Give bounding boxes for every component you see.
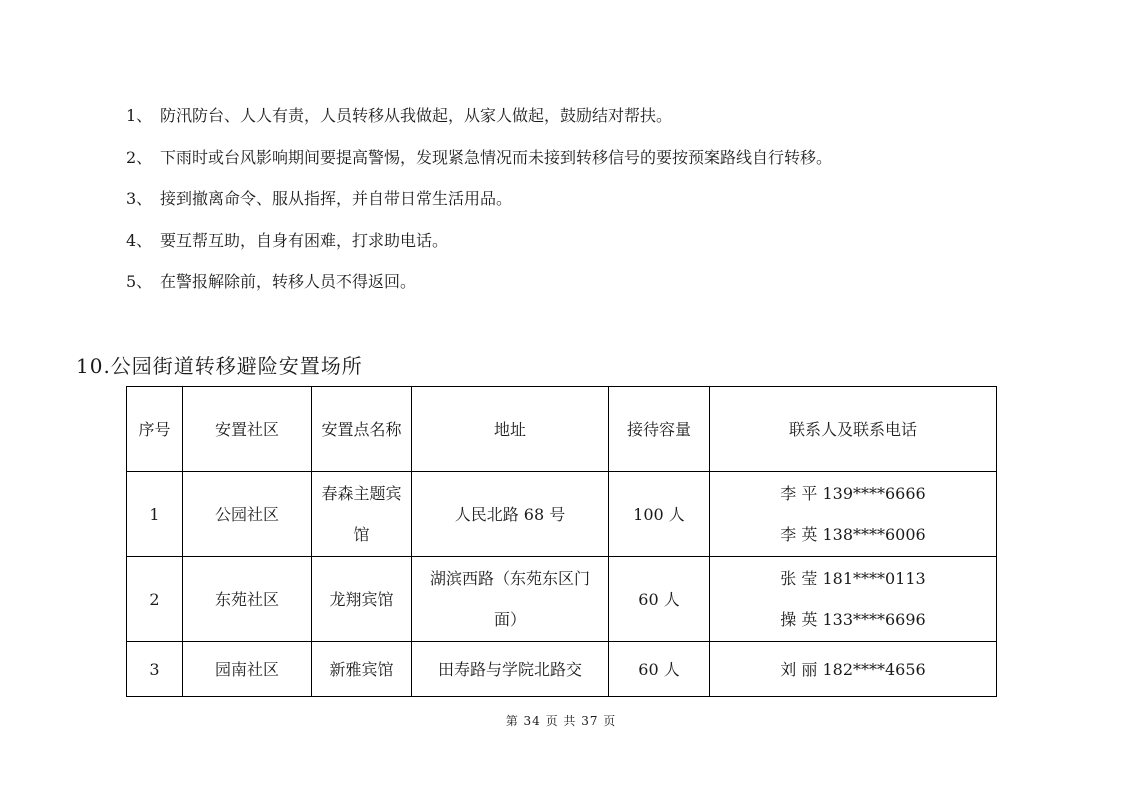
cell-contacts [710, 557, 997, 642]
cell-capacity: 60 人 [609, 642, 710, 697]
cell-site: 新雅宾馆 [312, 642, 412, 697]
instruction-text: 接到撤离命令、服从指挥，并自带日常生活用品。 [160, 189, 513, 208]
cell-address: 田寿路与学院北路交 [412, 642, 609, 697]
contact-entry: 李 平 139****6666 [780, 484, 926, 503]
table-row [127, 557, 997, 642]
contact-entry: 操 英 133****6696 [780, 610, 926, 629]
instruction-number: 5、 [126, 272, 153, 291]
instruction-item [126, 225, 832, 267]
instruction-item [126, 266, 832, 308]
instruction-item [126, 183, 832, 225]
instruction-number: 2、 [126, 147, 153, 167]
instruction-item [126, 142, 832, 184]
cell-address: 湖滨西路（东苑东区门面） [412, 557, 609, 642]
cell-index: 1 [127, 472, 183, 557]
cell-contacts [710, 642, 997, 697]
instruction-number: 1、 [126, 106, 153, 125]
instruction-text: 下雨时或台风影响期间要提高警惕，发现紧急情况而未接到转移信号的要按预案路线自行转移。 [160, 147, 833, 167]
instruction-text: 防汛防台、人人有责，人员转移从我做起，从家人做起，鼓励结对帮扶。 [160, 106, 673, 125]
instruction-number: 3、 [126, 189, 153, 208]
header-index: 序号 [127, 387, 183, 472]
section-title: 10.公园街道转移避险安置场所 [76, 354, 363, 378]
header-address: 地址 [412, 387, 609, 472]
contact-entry: 刘 丽 182****4656 [780, 659, 926, 679]
page-number: 第 34 页 共 37 页 [505, 714, 617, 728]
cell-community: 公园社区 [183, 472, 312, 557]
header-capacity: 接待容量 [609, 387, 710, 472]
instruction-text: 要互帮互助，自身有困难，打求助电话。 [160, 230, 449, 250]
table-row [127, 642, 997, 697]
header-community: 安置社区 [183, 387, 312, 472]
cell-site: 春森主题宾馆 [312, 472, 412, 557]
cell-capacity: 60 人 [609, 557, 710, 642]
header-site: 安置点名称 [312, 387, 412, 472]
contact-entry: 张 莹 181****0113 [780, 569, 926, 588]
cell-site: 龙翔宾馆 [312, 557, 412, 642]
cell-address: 人民北路 68 号 [412, 472, 609, 557]
evacuation-instructions [126, 100, 832, 308]
table-row [127, 472, 997, 557]
shelter-table [126, 386, 997, 697]
cell-capacity: 100 人 [609, 472, 710, 557]
instruction-number: 4、 [126, 230, 153, 250]
instruction-text: 在警报解除前，转移人员不得返回。 [160, 272, 417, 291]
table-header-row [127, 387, 997, 472]
instruction-item [126, 100, 832, 142]
cell-index: 3 [127, 642, 183, 697]
contact-entry: 李 英 138****6006 [780, 525, 926, 544]
header-contact: 联系人及联系电话 [710, 387, 997, 472]
cell-contacts [710, 472, 997, 557]
cell-community: 园南社区 [183, 642, 312, 697]
cell-index: 2 [127, 557, 183, 642]
cell-community: 东苑社区 [183, 557, 312, 642]
